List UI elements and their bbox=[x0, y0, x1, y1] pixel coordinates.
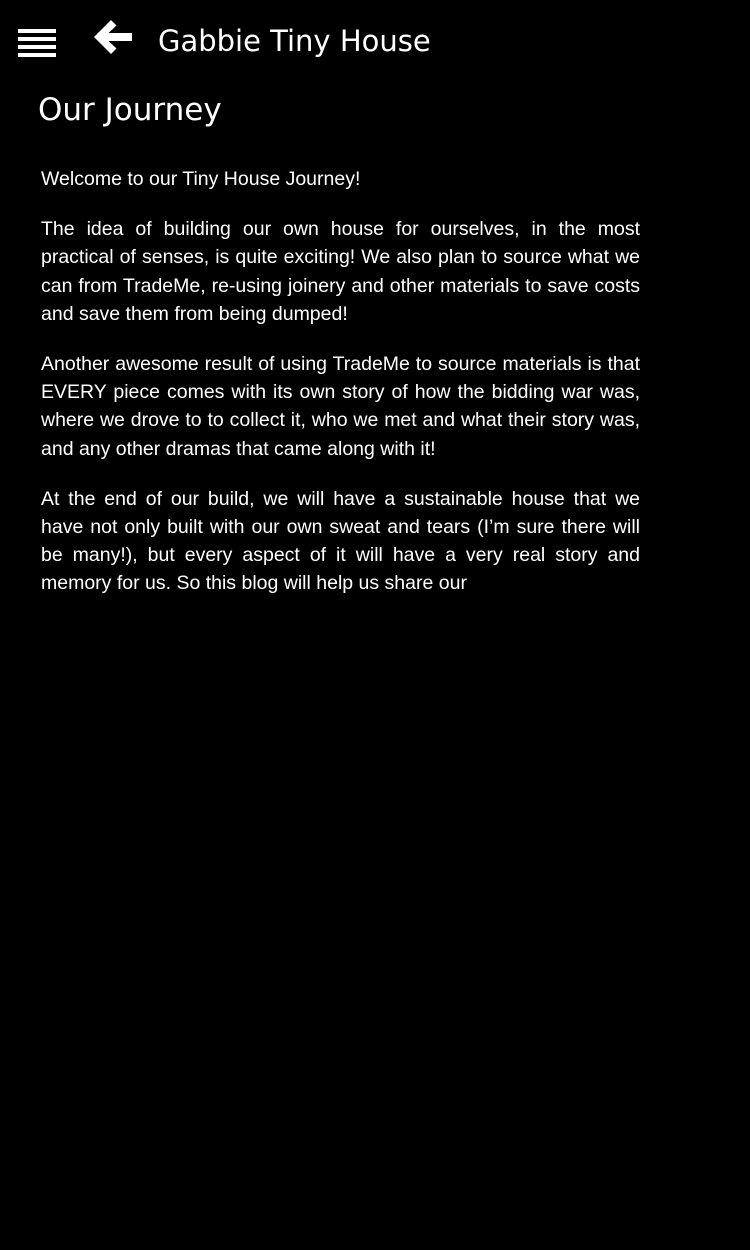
app-header bbox=[0, 0, 750, 82]
page-content bbox=[0, 82, 750, 1250]
article-paragraph: Another awesome result of using TradeMe to source materials is that EVERY piece comes with its own story of how the bidding war was, where we drove to to collect it, who we met and what their story was, and any other dramas that came along with it! bbox=[41, 353, 640, 460]
article-body bbox=[41, 165, 640, 620]
arrow-left-icon bbox=[90, 16, 136, 58]
hamburger-menu-icon bbox=[14, 22, 60, 62]
back-button[interactable] bbox=[90, 16, 136, 58]
article-paragraph: At the end of our build, we will have a sustainable house that we have not only built with our own sweat and tears (I’m sure there will be many!), but every aspect of it will have a very real story and memory for us. So this blog will help us share our bbox=[41, 487, 640, 595]
menu-button[interactable] bbox=[14, 22, 60, 62]
article-paragraph: The idea of building our own house for ourselves, in the most practical of senses, is quite exciting! We also plan to source what we can from TradeMe, re-using joinery and other materials to save costs and save them from being dumped! bbox=[41, 218, 640, 325]
page-title: Our Journey bbox=[38, 92, 222, 128]
article-paragraph: Welcome to our Tiny House Journey! bbox=[41, 168, 361, 190]
app-title: Gabbie Tiny House bbox=[158, 24, 431, 58]
